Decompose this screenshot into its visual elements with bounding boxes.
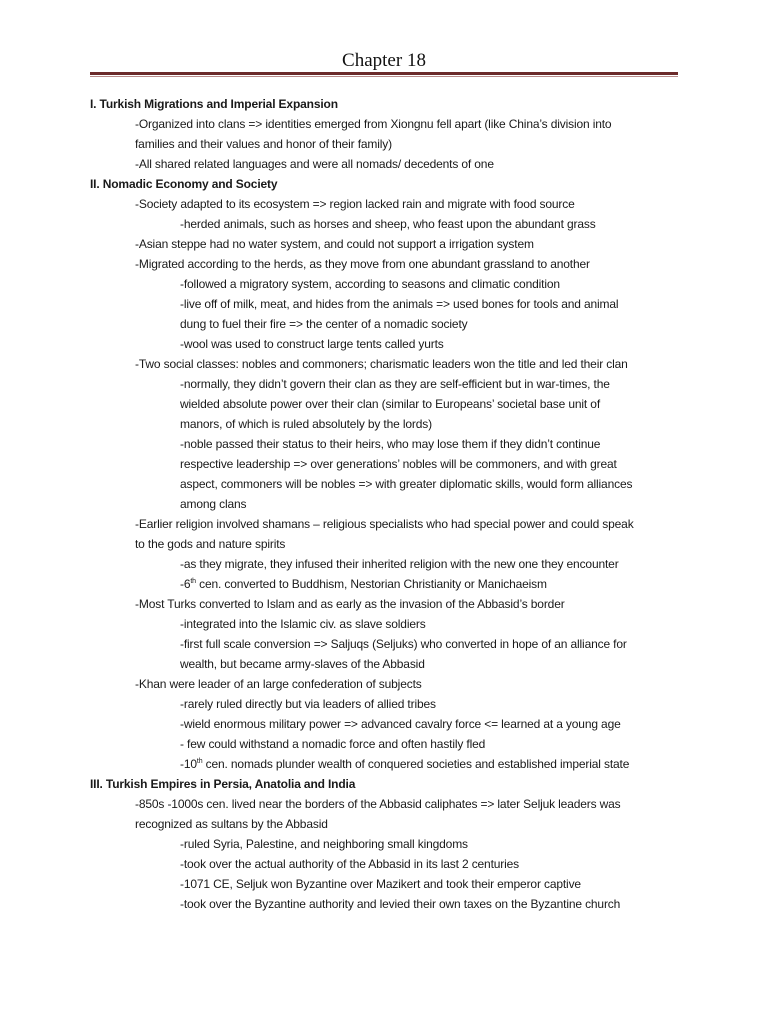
line-text: -Society adapted to its ecosystem => region lacked rain and migrate with food source xyxy=(135,197,575,211)
line-text: wielded absolute power over their clan (similar to Europeans’ societal base unit of xyxy=(180,397,601,411)
text-line-continuation xyxy=(90,314,690,334)
line-text: -10 xyxy=(180,757,197,771)
line-text: among clans xyxy=(180,497,247,511)
line-text: aspect, commoners will be nobles => with greater diplomatic skills, would form alliances xyxy=(180,477,633,491)
bullet-line xyxy=(90,514,690,534)
text-line-continuation xyxy=(90,474,690,494)
line-text: III. Turkish Empires in Persia, Anatolia and India xyxy=(90,777,356,791)
line-text: -Two social classes: nobles and commoners; charismatic leaders won the title and led their clan xyxy=(135,357,628,371)
title-divider-light xyxy=(90,76,678,77)
bullet-line xyxy=(90,254,690,274)
bullet-line xyxy=(90,894,690,914)
bullet-line xyxy=(90,214,690,234)
chapter-title: Chapter 18 xyxy=(342,50,426,71)
line-text: -Organized into clans => identities emerged from Xiongnu fell apart (like China’s division into xyxy=(135,117,612,131)
line-text: -followed a migratory system, according to seasons and climatic condition xyxy=(180,277,560,291)
line-text: -as they migrate, they infused their inherited religion with the new one they encounter xyxy=(180,557,619,571)
line-text: -850s -1000s cen. lived near the borders of the Abbasid caliphates => later Seljuk leaders was xyxy=(135,797,621,811)
bullet-line xyxy=(90,334,690,354)
line-text: families and their values and honor of their family) xyxy=(135,137,392,151)
line-text-after: cen. nomads plunder wealth of conquered societies and established imperial state xyxy=(202,757,630,771)
bullet-line xyxy=(90,754,690,774)
bullet-line xyxy=(90,594,690,614)
bullet-line xyxy=(90,354,690,374)
line-text: dung to fuel their fire => the center of a nomadic society xyxy=(180,317,468,331)
line-text: to the gods and nature spirits xyxy=(135,537,286,551)
bullet-line xyxy=(90,634,690,654)
bullet-line xyxy=(90,674,690,694)
bullet-line xyxy=(90,854,690,874)
bullet-line xyxy=(90,434,690,454)
bullet-line xyxy=(90,194,690,214)
bullet-line xyxy=(90,114,690,134)
text-line-continuation xyxy=(90,134,690,154)
title-divider-dark xyxy=(90,72,678,75)
line-text: -ruled Syria, Palestine, and neighboring small kingdoms xyxy=(180,837,468,851)
line-text: I. Turkish Migrations and Imperial Expansion xyxy=(90,97,338,111)
bullet-line xyxy=(90,694,690,714)
bullet-line xyxy=(90,374,690,394)
bullet-line xyxy=(90,154,690,174)
bullet-line xyxy=(90,874,690,894)
line-text: -All shared related languages and were all nomads/ decedents of one xyxy=(135,157,494,171)
section-heading xyxy=(90,94,690,114)
bullet-line xyxy=(90,554,690,574)
line-text: -6 xyxy=(180,577,191,591)
line-text: -1071 CE, Seljuk won Byzantine over Mazikert and took their emperor captive xyxy=(180,877,581,891)
line-text: - few could withstand a nomadic force and often hastily fled xyxy=(180,737,486,751)
bullet-line xyxy=(90,734,690,754)
bullet-line xyxy=(90,274,690,294)
line-text: -normally, they didn’t govern their clan as they are self-efficient but in war-times, the xyxy=(180,377,610,391)
bullet-line xyxy=(90,834,690,854)
line-text: -live off of milk, meat, and hides from the animals => used bones for tools and animal xyxy=(180,297,619,311)
line-text: II. Nomadic Economy and Society xyxy=(90,177,278,191)
line-text: -Asian steppe had no water system, and could not support a irrigation system xyxy=(135,237,534,251)
text-line-continuation xyxy=(90,494,690,514)
bullet-line xyxy=(90,614,690,634)
line-text: recognized as sultans by the Abbasid xyxy=(135,817,328,831)
line-text: -first full scale conversion => Saljuqs (Seljuks) who converted in hope of an alliance for xyxy=(180,637,627,651)
text-line-continuation xyxy=(90,814,690,834)
bullet-line xyxy=(90,574,690,594)
ordinal-superscript: th xyxy=(190,578,196,585)
text-line-continuation xyxy=(90,454,690,474)
line-text: -wield enormous military power => advanced cavalry force <= learned at a young age xyxy=(180,717,621,731)
line-text: -Migrated according to the herds, as they move from one abundant grassland to another xyxy=(135,257,590,271)
line-text: respective leadership => over generations’ nobles will be commoners, and with great xyxy=(180,457,617,471)
text-line-continuation xyxy=(90,414,690,434)
line-text-after: cen. converted to Buddhism, Nestorian Christianity or Manichaeism xyxy=(195,577,547,591)
line-text: -took over the actual authority of the Abbasid in its last 2 centuries xyxy=(180,857,520,871)
section-heading xyxy=(90,174,690,194)
text-line-continuation xyxy=(90,394,690,414)
line-text: -integrated into the Islamic civ. as slave soldiers xyxy=(180,617,426,631)
line-text: -noble passed their status to their heirs, who may lose them if they didn’t continue xyxy=(180,437,601,451)
text-line-continuation xyxy=(90,534,690,554)
line-text: -herded animals, such as horses and sheep, who feast upon the abundant grass xyxy=(180,217,596,231)
line-text: -Most Turks converted to Islam and as early as the invasion of the Abbasid’s border xyxy=(135,597,565,611)
bullet-line xyxy=(90,794,690,814)
text-line-continuation xyxy=(90,654,690,674)
bullet-line xyxy=(90,234,690,254)
line-text: -took over the Byzantine authority and levied their own taxes on the Byzantine church xyxy=(180,897,621,911)
line-text: wealth, but became army-slaves of the Abbasid xyxy=(180,657,425,671)
line-text: -wool was used to construct large tents called yurts xyxy=(180,337,444,351)
bullet-line xyxy=(90,294,690,314)
section-heading xyxy=(90,774,690,794)
document-body xyxy=(90,94,690,914)
ordinal-superscript: th xyxy=(196,758,203,765)
bullet-line xyxy=(90,714,690,734)
line-text: -Earlier religion involved shamans – religious specialists who had special power and could speak xyxy=(135,517,634,531)
line-text: -rarely ruled directly but via leaders of allied tribes xyxy=(180,697,436,711)
line-text: manors, of which is ruled absolutely by the lords) xyxy=(180,417,432,431)
line-text: -Khan were leader of an large confederation of subjects xyxy=(135,677,422,691)
